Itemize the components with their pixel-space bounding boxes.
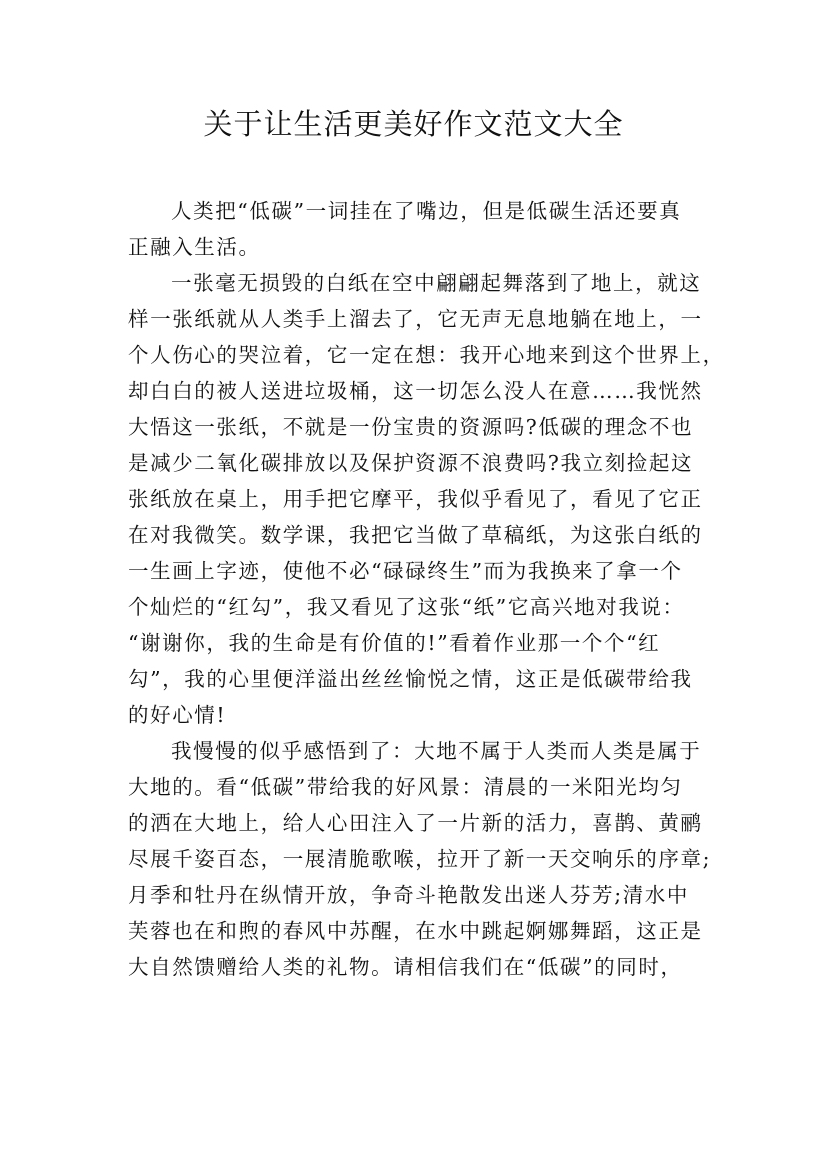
paragraph-line: 样一张纸就从人类手上溜去了，它无声无息地躺在地上，一 bbox=[128, 307, 703, 331]
paragraph-1 bbox=[128, 193, 708, 265]
paragraph-line: 人类把“低碳”一词挂在了嘴边，但是低碳生活还要真 bbox=[171, 199, 682, 223]
paragraph-line: 勾”，我的心里便洋溢出丝丝愉悦之情，这正是低碳带给我 bbox=[128, 667, 693, 691]
paragraph-line: 大悟这一张纸，不就是一份宝贵的资源吗?低碳的理念不也 bbox=[128, 415, 694, 439]
document-body bbox=[128, 193, 725, 985]
paragraph-line: 芙蓉也在和煦的春风中苏醒，在水中跳起婀娜舞蹈，这正是 bbox=[128, 919, 703, 943]
document-title: 关于让生活更美好作文范文大全 bbox=[203, 107, 624, 141]
paragraph-line: 大地的。看“低碳”带给我的好风景：清晨的一米阳光均匀 bbox=[128, 775, 683, 799]
paragraph-line: 是减少二氧化碳排放以及保护资源不浪费吗?我立刻捡起这 bbox=[128, 451, 694, 475]
paragraph-line: “谢谢你，我的生命是有价值的!”看着作业那一个个“红 bbox=[128, 631, 661, 655]
paragraph-line: 个人伤心的哭泣着，它一定在想：我开心地来到这个世界上， bbox=[128, 343, 725, 367]
paragraph-line: 月季和牡丹在纵情开放，争奇斗艳散发出迷人芬芳;清水中 bbox=[128, 883, 690, 907]
paragraph-line: 在对我微笑。数学课，我把它当做了草稿纸，为这张白纸的 bbox=[128, 523, 703, 547]
paragraph-line: 却白白的被人送进垃圾桶，这一切怎么没人在意……我恍然 bbox=[128, 379, 703, 403]
paragraph-line: 个灿烂的“红勾”，我又看见了这张“纸”它高兴地对我说： bbox=[128, 595, 685, 619]
paragraph-line: 的好心情! bbox=[128, 703, 227, 727]
paragraph-line: 尽展千姿百态，一展清脆歌喉，拉开了新一天交响乐的序章; bbox=[128, 847, 712, 871]
paragraph-line: 一生画上字迹，使他不必“碌碌终生”而为我换来了拿一个 bbox=[128, 559, 683, 583]
paragraph-line: 正融入生活。 bbox=[128, 235, 261, 259]
paragraph-line: 一张毫无损毁的白纸在空中翩翩起舞落到了地上，就这 bbox=[171, 271, 702, 295]
paragraph-line: 张纸放在桌上，用手把它摩平，我似乎看见了，看见了它正 bbox=[128, 487, 703, 511]
paragraph-2 bbox=[128, 265, 725, 733]
paragraph-line: 我慢慢的似乎感悟到了：大地不属于人类而人类是属于 bbox=[171, 739, 702, 763]
paragraph-line: 大自然馈赠给人类的礼物。请相信我们在“低碳”的同时， bbox=[128, 955, 683, 979]
paragraph-line: 的洒在大地上，给人心田注入了一片新的活力，喜鹊、黄鹂 bbox=[128, 811, 703, 835]
paragraph-3 bbox=[128, 733, 712, 985]
